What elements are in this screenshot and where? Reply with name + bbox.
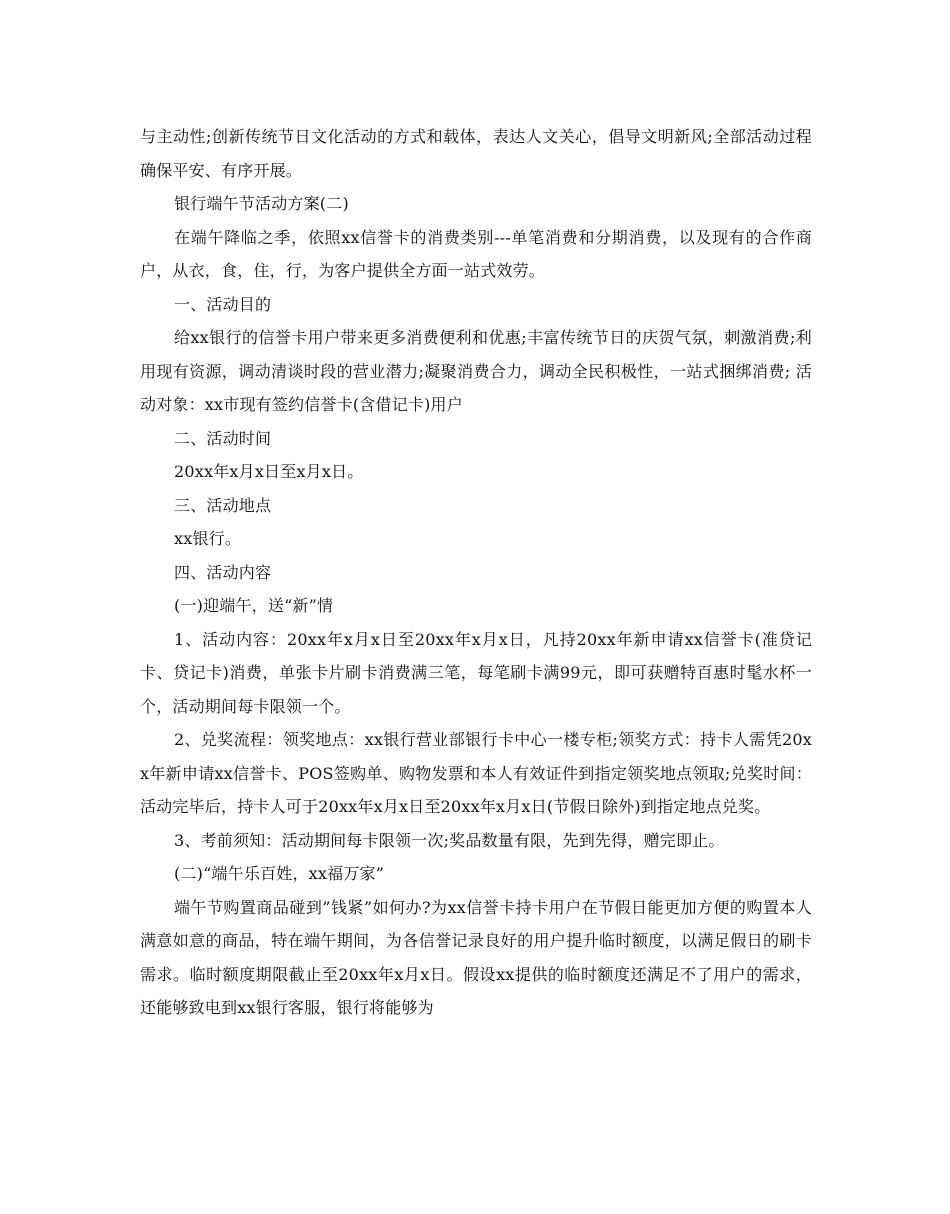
paragraph-temporary-credit: 端午节购置商品碰到”钱紧”如何办?为xx信誉卡持卡用户在节假日能更加方便的购置本人满意如意的商品，特在端午期间，为各信誉记录良好的用户提升临时额度，以满足假日的刷卡需求。临时额度期限截止至20xx年x月x日。假设xx提供的临时额度还满足不了用户的需求，还能够致电到xx银行客服，银行将能够为 [140, 897, 812, 1017]
heading-activity-content: 四、活动内容 [174, 562, 272, 582]
document-body [140, 120, 812, 1025]
paragraph-intro-continuation: 与主动性;创新传统节日文化活动的方式和载体，表达人文关心，倡导文明新风;全部活动过程确保平安、有序开展。 [140, 127, 812, 180]
paragraph-item-3-notes: 3、考前须知：活动期间每卡限领一次;奖品数量有限，先到先得，赠完即止。 [174, 830, 725, 850]
paragraph-overview: 在端午降临之季，依照xx信誉卡的消费类别---单笔消费和分期消费，以及现有的合作商户，从衣，食，住，行，为客户提供全方面一站式效劳。 [140, 227, 812, 280]
heading-activity-time: 二、活动时间 [174, 428, 272, 448]
paragraph-item-1-content: 1、活动内容：20xx年x月x日至20xx年x月x日，凡持20xx年新申请xx信誉卡(准贷记卡、贷记卡)消费，单张卡片刷卡消费满三笔，每笔刷卡满99元，即可获赠特百惠时髦水杯一个，活动期间每卡限领一个。 [140, 629, 812, 716]
subheading-welcome-dragon-boat: (一)迎端午，送“新”情 [174, 596, 334, 615]
paragraph-activity-location: xx银行。 [174, 529, 242, 548]
heading-activity-location: 三、活动地点 [174, 495, 272, 515]
paragraph-activity-purpose: 给xx银行的信誉卡用户带来更多消费便利和优惠;丰富传统节日的庆贺气氛，刺激消费;利用现有资源，调动清谈时段的营业潜力;凝聚消费合力，调动全民积极性，一站式捆绑消费; 活动对象：xx市现有签约信誉卡(含借记卡)用户 [140, 328, 812, 414]
paragraph-activity-time: 20xx年x月x日至x月x日。 [174, 462, 364, 481]
section-title-plan-two: 银行端午节活动方案(二) [174, 194, 349, 213]
heading-activity-purpose: 一、活动目的 [174, 294, 272, 314]
paragraph-item-2-redemption: 2、兑奖流程：领奖地点：xx银行营业部银行卡中心一楼专柜;领奖方式：持卡人需凭20xx年新申请xx信誉卡、POS签购单、购物发票和本人有效证件到指定领奖地点领取;兑奖时间：活动完毕后，持卡人可于20xx年x月x日至20xx年x月x日(节假日除外)到指定地点兑奖。 [140, 730, 812, 816]
subheading-festival-joy: (二)“端午乐百姓，xx福万家” [174, 864, 385, 883]
